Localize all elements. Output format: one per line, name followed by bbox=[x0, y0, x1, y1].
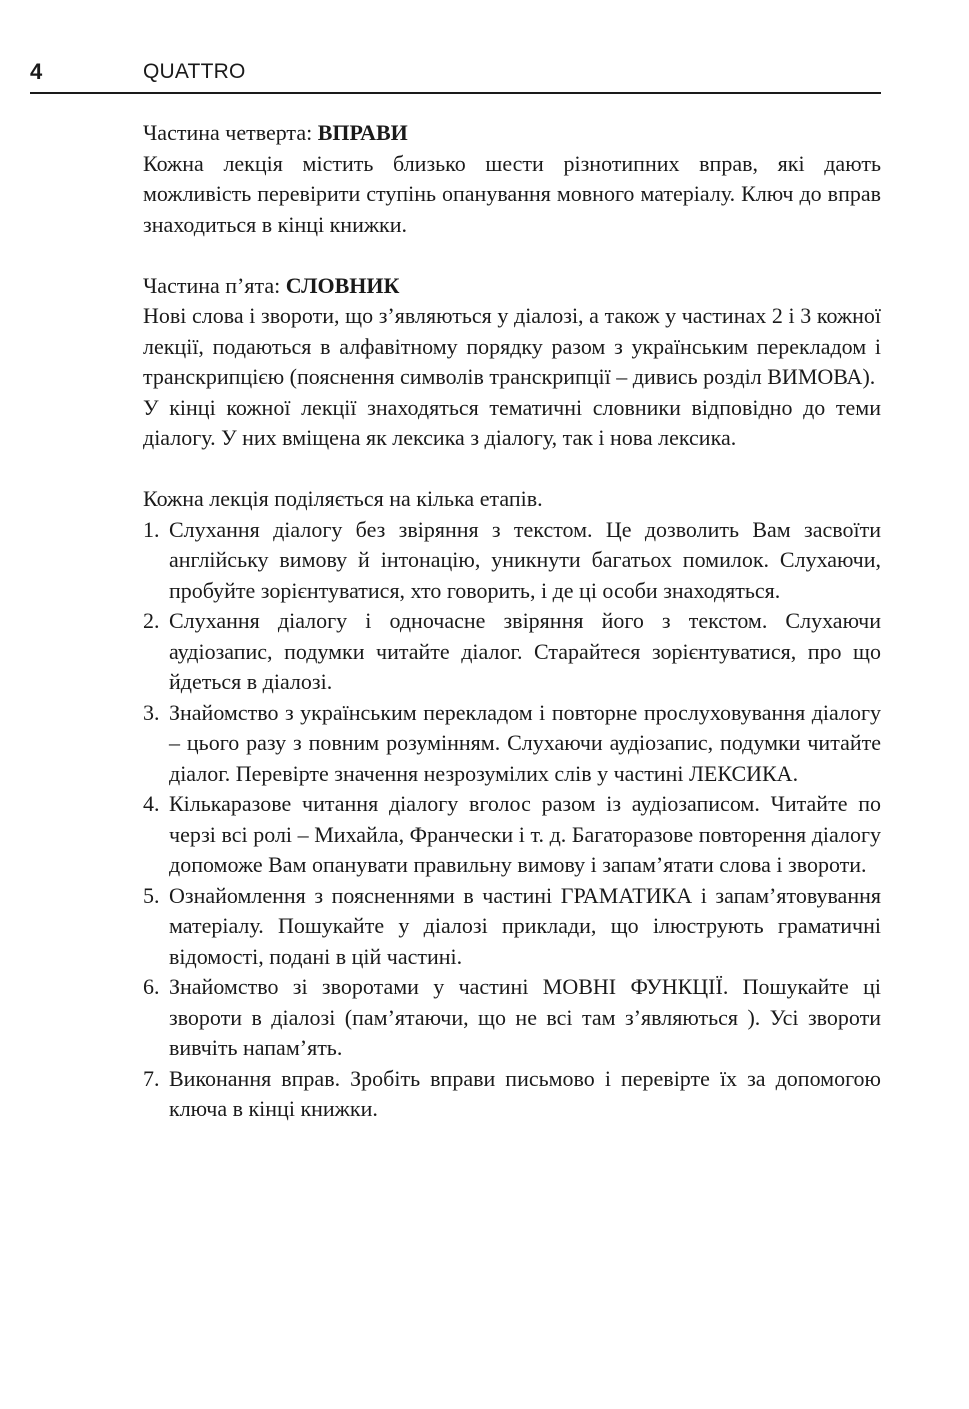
page-number: 4 bbox=[30, 59, 43, 84]
list-item bbox=[143, 789, 881, 881]
stages-list bbox=[143, 515, 881, 1125]
list-item-text: Виконання вправ. Зробіть вправи письмово і перевірте їх за допомогою ключа в кінці книжки. bbox=[169, 1065, 881, 1121]
heading-title: ВПРАВИ bbox=[317, 120, 408, 145]
list-item-number: 5. bbox=[143, 882, 160, 908]
page-header bbox=[30, 58, 881, 94]
list-item-text: Слухання діалогу без звіряння з текстом. Це дозволить Вам засвоїти англійську вимову й інтонацію, уникнути багатьох помилок. Слухаючи, пробуйте зорієнтуватися, хто говорить, і де ці особи знаходяться. bbox=[169, 516, 881, 603]
list-item-text: Знайомство зі зворотами у частині МОВНІ ФУНКЦІЇ. Пошукайте ці звороти в діалозі (пам’ятаючи, що не всі там з’являються ). Усі звороти вивчіть напам’ять. bbox=[169, 974, 881, 1060]
heading-prefix: Частина п’ята: bbox=[143, 272, 286, 298]
list-item-text: Ознайомлення з поясненнями в частині ГРАМАТИКА і запам’ятовування матеріалу. Пошукайте у діалозі приклади, що ілюструють граматичні відомості, подані в цій частині. bbox=[169, 882, 881, 969]
list-item bbox=[143, 698, 881, 790]
list-item-text: Слухання діалогу і одночасне звіряння його з текстом. Слухаючи аудіозапис, подумки читайте діалог. Старайтеся зорієнтуватися, про що йдеться в діалозі. bbox=[169, 608, 881, 694]
list-item-number: 2. bbox=[143, 608, 160, 633]
paragraph-vocabulary-1: Нові слова і звороти, що з’являються у діалозі, а також у частинах 2 і 3 кожної лекції, подаються в алфавітному порядку разом з українським перекладом і транскрипцією (пояснення символів транскрипції – дивись розділ ВИМОВА). bbox=[143, 303, 881, 389]
section-heading-vocabulary bbox=[143, 271, 881, 302]
paragraph-exercises: Кожна лекція містить близько шести різнотипних вправ, які дають можливість перевірити ступінь опанування мовного матеріалу. Ключ до вправ знаходиться в кінці книжки. bbox=[143, 150, 881, 237]
section-heading-exercises bbox=[143, 118, 881, 149]
list-item-number: 4. bbox=[143, 791, 160, 816]
list-item bbox=[143, 972, 881, 1064]
page-body bbox=[143, 118, 881, 1125]
list-item-number: 1. bbox=[143, 516, 160, 542]
paragraph-vocabulary-2: У кінці кожної лекції знаходяться тематичні словники відповідно до теми діалогу. У них вміщена як лексика з діалогу, так і нова лексика. bbox=[143, 394, 881, 450]
paragraph-gap bbox=[143, 454, 881, 485]
list-item-text: Знайомство з українським перекладом і повторне прослуховування діалогу – цього разу з повним розумінням. Слухаючи аудіозапис, подумки читайте діалог. Перевірте значення незрозумілих слів у частині ЛЕКСИКА. bbox=[169, 699, 881, 786]
list-item bbox=[143, 515, 881, 607]
list-item-number: 7. bbox=[143, 1065, 160, 1091]
running-title: QUATTRO bbox=[143, 60, 246, 83]
list-item-text: Кількаразове читання діалогу вголос разом із аудіозаписом. Читайте по черзі всі ролі – Михайла, Франчески і т. д. Багаторазове повторення діалогу допоможе Вам опанувати правильну вимову і запам’ятати слова і звороти. bbox=[169, 791, 881, 877]
list-item bbox=[143, 606, 881, 698]
list-item bbox=[143, 1064, 881, 1125]
paragraph-gap bbox=[143, 240, 881, 271]
heading-title: СЛОВНИК bbox=[285, 272, 400, 298]
list-item-number: 3. bbox=[143, 699, 160, 725]
heading-prefix: Частина четверта: bbox=[143, 120, 318, 145]
list-item-number: 6. bbox=[143, 974, 160, 999]
stages-intro: Кожна лекція поділяється на кілька етапів. bbox=[143, 486, 543, 511]
list-item bbox=[143, 881, 881, 973]
